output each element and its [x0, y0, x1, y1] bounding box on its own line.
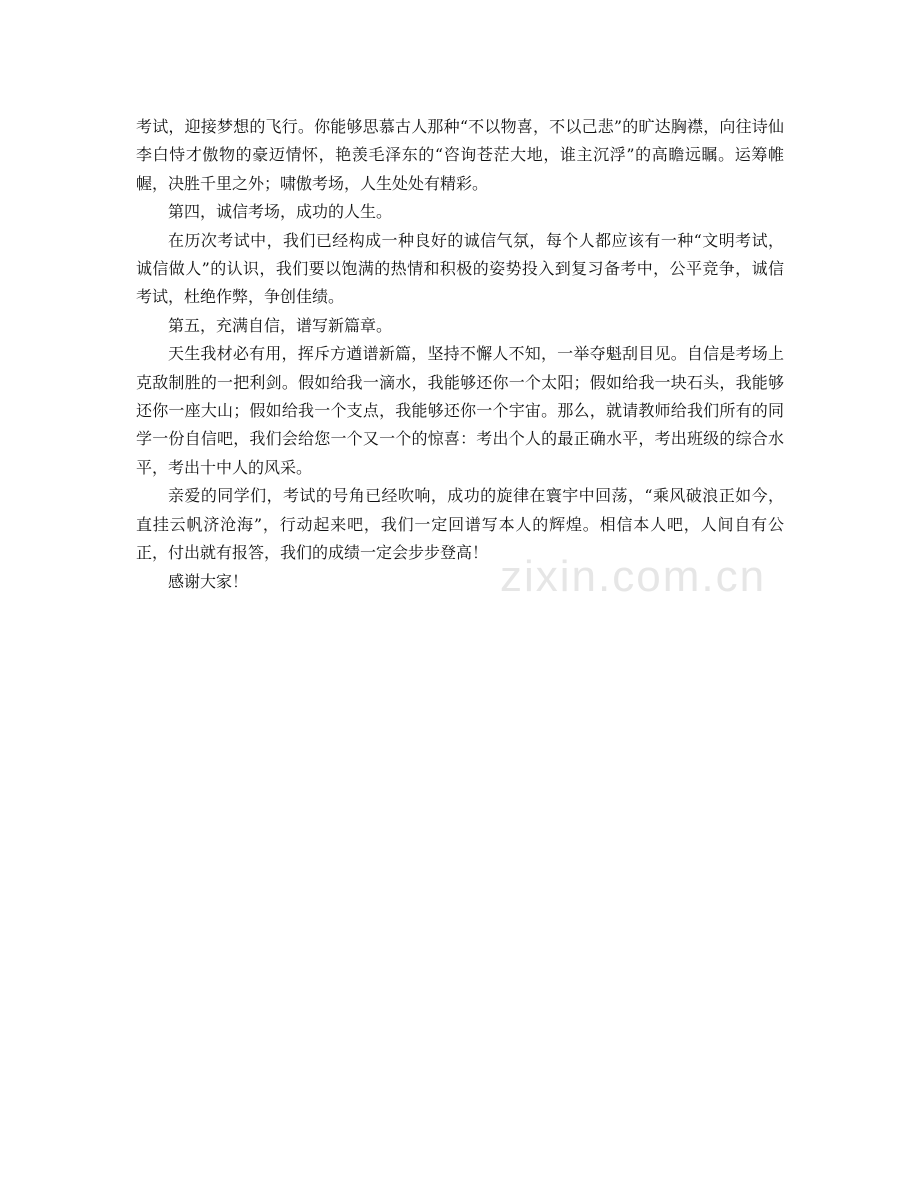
- paragraph-5: 天生我材必有用，挥斥方遒谱新篇，坚持不懈人不知，一举夺魁刮目见。自信是考场上克敌制胜的一把利剑。假如给我一滴水，我能够还你一个太阳；假如给我一块石头，我能够还你一座大山；假如给我一个支点，我能够还你一个宇宙。那么，就请教师给我们所有的同学一份自信吧，我们会给您一个又一个的惊喜：考出个人的最正确水平，考出班级的综合水平，考出十中人的风采。: [136, 344, 784, 477]
- paragraph-2: 第四，诚信考场，成功的人生。: [168, 202, 393, 222]
- paragraph-1: 考试，迎接梦想的飞行。你能够思慕古人那种“不以物喜，不以己悲”的旷达胸襟，向往诗仙李白恃才傲物的豪迈情怀，艳羡毛泽东的“咨询苍茫大地，谁主沉浮”的高瞻远瞩。运筹帷幄，决胜千里之外；啸傲考场，人生处处有精彩。: [136, 117, 784, 193]
- document-body: [136, 113, 784, 596]
- watermark: zixin.com.cn: [500, 552, 767, 601]
- paragraph-6: 亲爱的同学们，考试的号角已经吹响，成功的旋律在寰宇中回荡，“乘风破浪正如今，直挂云帆济沧海”，行动起来吧，我们一定回谱写本人的辉煌。相信本人吧，人间自有公正，付出就有报答，我们的成绩一定会步步登高！: [136, 486, 784, 563]
- paragraph-3: 在历次考试中，我们已经构成一种良好的诚信气氛，每个人都应该有一种“文明考试，诚信做人”的认识，我们要以饱满的热情和积极的姿势投入到复习备考中，公平竞争，诚信考试，杜绝作弊，争创佳绩。: [136, 230, 784, 307]
- paragraph-7: 感谢大家！: [168, 571, 249, 591]
- paragraph-4: 第五，充满自信，谱写新篇章。: [168, 315, 393, 335]
